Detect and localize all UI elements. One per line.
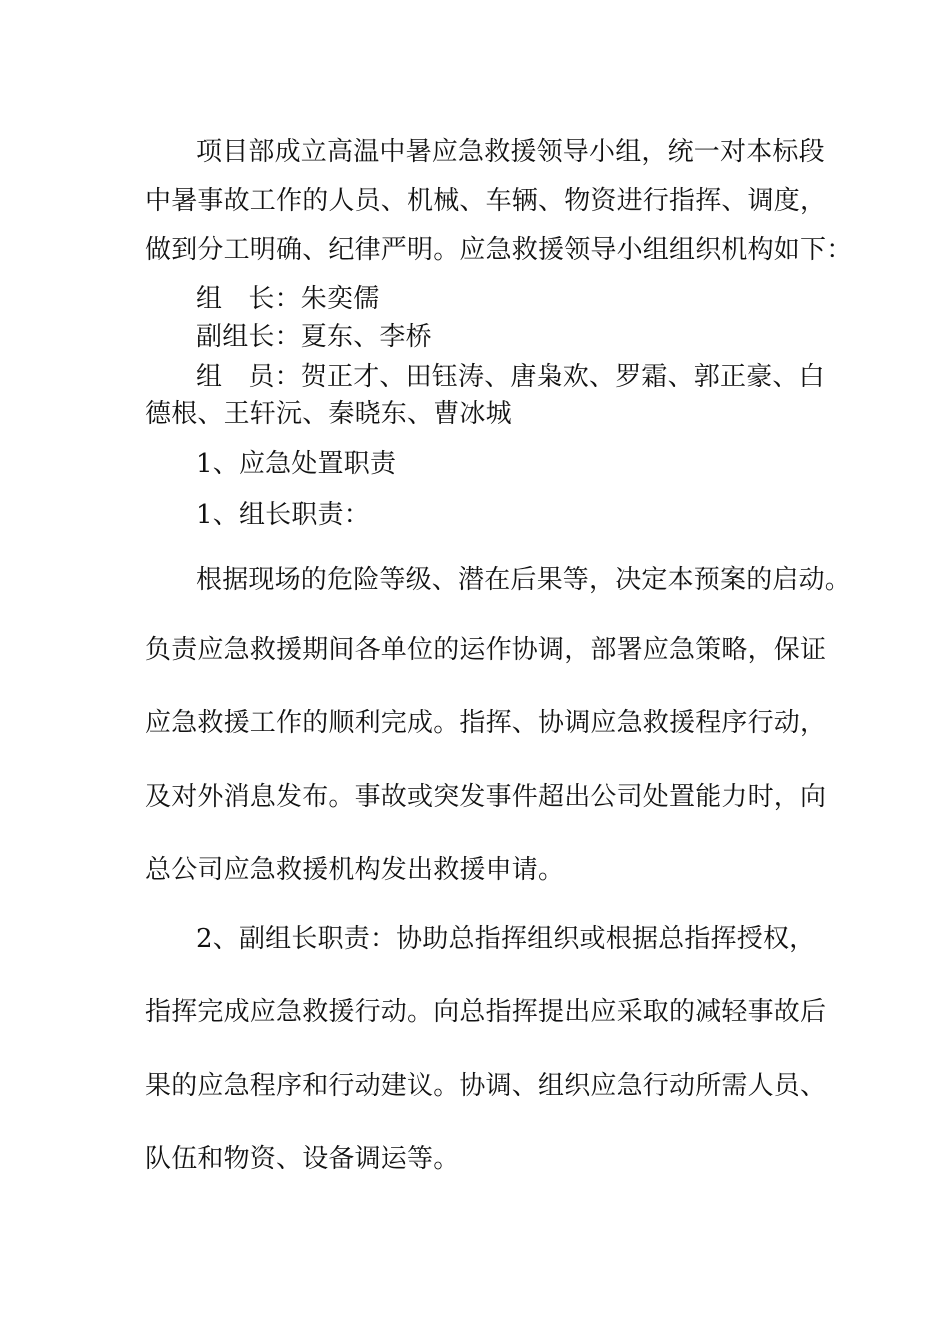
deputy-duty-line-2: 指挥完成应急救援行动。向总指挥提出应采取的减轻事故后 — [145, 997, 827, 1027]
intro-line-2: 中暑事故工作的人员、机械、车辆、物资进行指挥、调度， — [145, 186, 827, 216]
deputy-duty-line-3: 果的应急程序和行动建议。协调、组织应急行动所需人员、 — [145, 1071, 827, 1101]
intro-line-1: 项目部成立高温中暑应急救援领导小组，统一对本标段 — [196, 137, 825, 167]
section-heading: 1、应急处置职责 — [196, 449, 397, 479]
deputy-duty-line-4: 队伍和物资、设备调运等。 — [145, 1144, 460, 1174]
deputy-line: 副组长：夏东、李桥 — [196, 322, 432, 352]
staff-line-2: 德根、王轩沅、秦晓东、曹冰城 — [145, 399, 512, 429]
leader-duty-line-2: 负责应急救援期间各单位的运作协调，部署应急策略，保证 — [145, 635, 827, 665]
leader-line: 组 长：朱奕儒 — [196, 284, 380, 314]
leader-duty-line-5: 总公司应急救援机构发出救援申请。 — [145, 855, 565, 885]
intro-line-3: 做到分工明确、纪律严明。应急救援领导小组组织机构如下： — [145, 235, 853, 265]
leader-duty-line-4: 及对外消息发布。事故或突发事件超出公司处置能力时，向 — [145, 782, 827, 812]
leader-duty-heading: 1、组长职责： — [196, 500, 370, 530]
leader-duty-line-1: 根据现场的危险等级、潜在后果等，决定本预案的启动。 — [196, 565, 852, 595]
leader-duty-line-3: 应急救援工作的顺利完成。指挥、协调应急救援程序行动， — [145, 708, 827, 738]
deputy-duty-line-1: 2、副组长职责：协助总指挥组织或根据总指挥授权， — [196, 924, 816, 954]
staff-line-1: 组 员：贺正才、田钰涛、唐枭欢、罗霜、郭正豪、白 — [196, 362, 825, 392]
